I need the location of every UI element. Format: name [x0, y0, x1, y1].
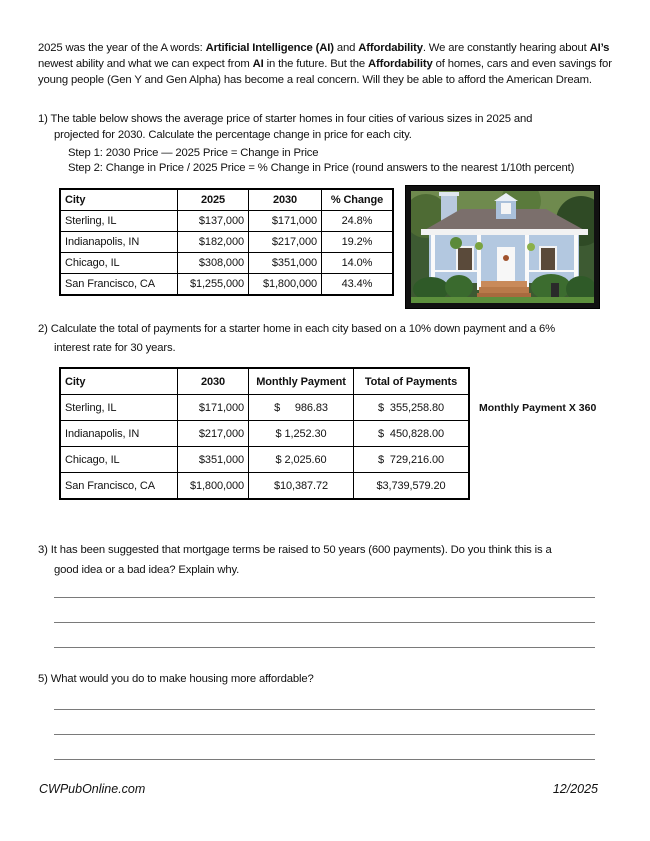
cell-total-of-payments: $3,739,579.20 [354, 473, 470, 500]
intro-text: . We are constantly hearing about [422, 42, 590, 54]
cell-monthly-payment: $ 2,025.60 [249, 447, 354, 473]
cell-2030: $1,800,000 [249, 274, 322, 296]
cell-2030: $171,000 [249, 211, 322, 232]
question-1-line-1: 1) The table below shows the average price of starter homes in four cities of various sizes in 2025 and [38, 113, 533, 125]
cell-2030: $217,000 [249, 232, 322, 253]
table-row [60, 274, 393, 296]
intro-bold-ai-short: AI [252, 58, 264, 70]
question-5: 5) What would you do to make housing more affordable? [38, 673, 314, 685]
cell-city: Sterling, IL [60, 211, 178, 232]
cell-monthly-payment: $10,387.72 [249, 473, 354, 500]
intro-text: and [333, 42, 359, 54]
header-percent-change: % Change [322, 189, 394, 211]
header-2030: 2030 [178, 368, 249, 395]
table-row [60, 447, 469, 473]
intro-paragraph [38, 40, 613, 88]
price-change-table [59, 188, 394, 296]
intro-bold-affordability-2: Affordability [368, 58, 433, 70]
cell-2030: $351,000 [249, 253, 322, 274]
cell-city: San Francisco, CA [60, 473, 178, 500]
house-photo [405, 185, 600, 309]
footer-date: 12/2025 [552, 782, 598, 796]
cell-2025: $182,000 [178, 232, 249, 253]
intro-text: newest ability and what we can expect from [38, 58, 253, 70]
cell-2025: $1,255,000 [178, 274, 249, 296]
intro-text: in the future. But the [263, 58, 369, 70]
question-1-line-2: projected for 2030. Calculate the percentage change in price for each city. [54, 129, 412, 141]
answer-line-q3-3[interactable] [54, 647, 595, 648]
payments-table [59, 367, 470, 500]
header-city: City [60, 368, 178, 395]
cell-total-of-payments: $ 355,258.80 [354, 395, 470, 421]
table-row [60, 211, 393, 232]
question-2-line-2: interest rate for 30 years. [54, 342, 176, 354]
question-2-line-1: 2) Calculate the total of payments for a starter home in each city based on a 10% down payment and a 6% [38, 323, 556, 335]
header-2030: 2030 [249, 189, 322, 211]
answer-line-q5-2[interactable] [54, 734, 595, 735]
table-header-row [60, 368, 469, 395]
cell-2025: $308,000 [178, 253, 249, 274]
cell-monthly-payment: $ 1,252.30 [249, 421, 354, 447]
cell-percent-change: 14.0% [322, 253, 394, 274]
table-row [60, 421, 469, 447]
question-3-line-1: 3) It has been suggested that mortgage terms be raised to 50 years (600 payments). Do you think this is a [38, 544, 552, 556]
header-city: City [60, 189, 178, 211]
cell-monthly-payment: $ 986.83 [249, 395, 354, 421]
cell-total-of-payments: $ 729,216.00 [354, 447, 470, 473]
answer-line-q3-1[interactable] [54, 597, 595, 598]
intro-text: of homes, cars and even savings for young people (Gen Y and Gen Alpha) has become a real concern. Will they be able to afford the American Dream. [38, 58, 612, 86]
intro-bold-ais: AI’s [589, 42, 610, 54]
step-2: Step 2: Change in Price / 2025 Price = % Change in Price (round answers to the nearest 1/10th percent) [68, 162, 575, 174]
answer-line-q5-1[interactable] [54, 709, 595, 710]
cell-2030: $1,800,000 [178, 473, 249, 500]
table-row [60, 395, 469, 421]
table-header-row [60, 189, 393, 211]
cell-percent-change: 19.2% [322, 232, 394, 253]
cell-total-of-payments: $ 450,828.00 [354, 421, 470, 447]
cell-2030: $217,000 [178, 421, 249, 447]
house-illustration [411, 191, 594, 303]
cell-percent-change: 24.8% [322, 211, 394, 232]
cell-city: Chicago, IL [60, 447, 178, 473]
cell-city: Sterling, IL [60, 395, 178, 421]
intro-text: 2025 was the year of the A words: [38, 42, 206, 54]
table-row [60, 253, 393, 274]
cell-percent-change: 43.4% [322, 274, 394, 296]
intro-bold-ai: Artificial Intelligence (AI) [205, 42, 334, 54]
cell-city: Indianapolis, IN [60, 232, 178, 253]
cell-city: Chicago, IL [60, 253, 178, 274]
header-monthly-payment: Monthly Payment [249, 368, 354, 395]
table-row [60, 473, 469, 500]
question-2 [38, 320, 628, 358]
formula-note: Monthly Payment X 360 [479, 402, 597, 414]
footer-site: CWPubOnline.com [39, 782, 146, 796]
question-3-line-2: good idea or a bad idea? Explain why. [54, 564, 240, 576]
header-2025: 2025 [178, 189, 249, 211]
cell-city: Indianapolis, IN [60, 421, 178, 447]
question-3 [38, 540, 628, 580]
table-row [60, 232, 393, 253]
step-1: Step 1: 2030 Price — 2025 Price = Change in Price [68, 147, 319, 159]
answer-line-q5-3[interactable] [54, 759, 595, 760]
answer-line-q3-2[interactable] [54, 622, 595, 623]
cell-2025: $137,000 [178, 211, 249, 232]
cell-city: San Francisco, CA [60, 274, 178, 296]
cell-2030: $171,000 [178, 395, 249, 421]
question-1 [38, 111, 628, 143]
intro-bold-affordability: Affordability [358, 42, 423, 54]
header-total-of-payments: Total of Payments [354, 368, 470, 395]
cell-2030: $351,000 [178, 447, 249, 473]
